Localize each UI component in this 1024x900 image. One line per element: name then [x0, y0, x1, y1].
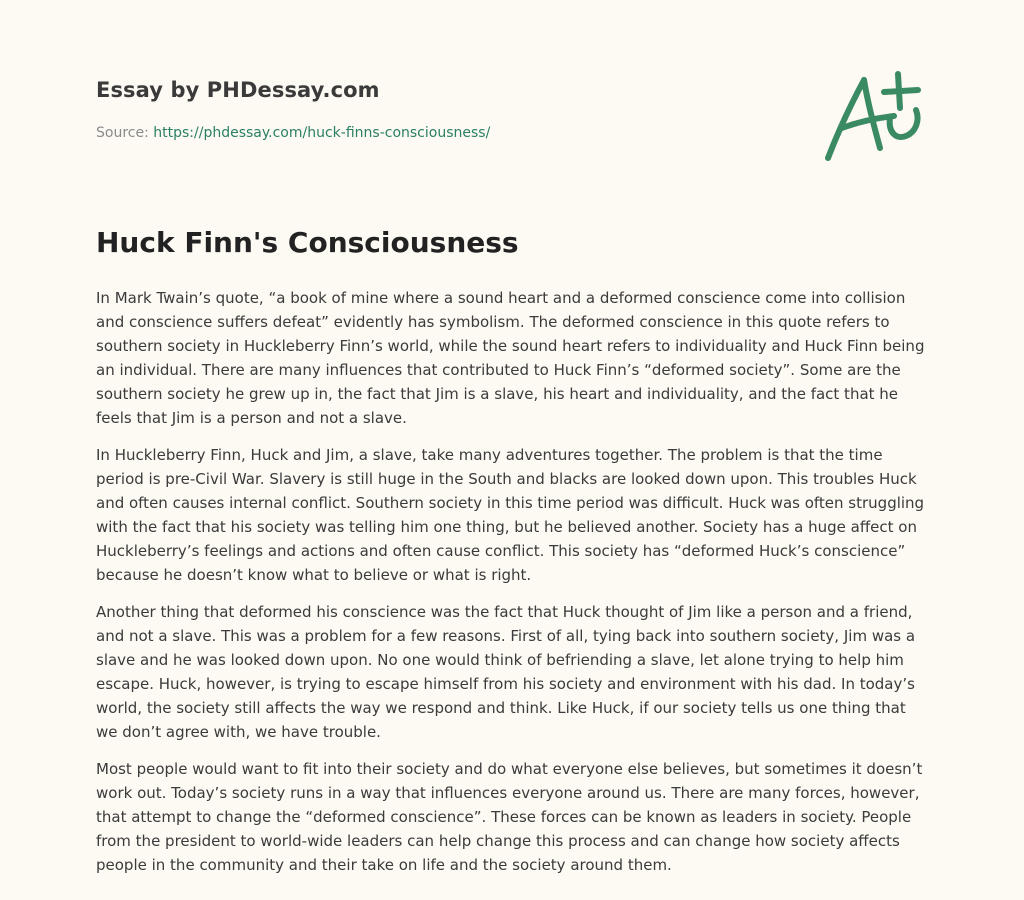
source-link[interactable]: https://phdessay.com/huck-finns-consciousness/	[153, 125, 491, 141]
a-plus-grade-icon	[824, 68, 928, 164]
essay-paragraph-4: Most people would want to fit into their society and do what everyone else believes, but sometimes it doesn’t work out. Today’s society runs in a way that influences everyone around us. There are many forces, however, that attempt to change the “deformed conscience”. These forces can be known as leaders in society. People from the president to world-wide leaders can help change this process and can change how society affects people in the community and their take on life and the society around them.	[96, 760, 923, 874]
essay-body	[96, 286, 928, 890]
essay-paragraph-3: Another thing that deformed his conscience was the fact that Huck thought of Jim like a person and a friend, and not a slave. This was a problem for a few reasons. First of all, tying back into southern society, Jim was a slave and he was looked down upon. No one would think of befriending a slave, let alone trying to help him escape. Huck, however, is trying to escape himself from his society and environment with his dad. In today’s world, the society still affects the way we respond and think. Like Huck, if our society tells us one thing that we don’t agree with, we have trouble.	[96, 603, 916, 741]
essay-title: Huck Finn's Consciousness	[96, 226, 519, 259]
essay-paragraph-1: In Mark Twain’s quote, “a book of mine where a sound heart and a deformed conscience come into collision and conscience suffers defeat” evidently has symbolism. The deformed conscience in this quote refers to southern society in Huckleberry Finn’s world, while the sound heart refers to individuality and Huck Finn being an individual. There are many influences that contributed to Huck Finn’s “deformed society”. Some are the southern society he grew up in, the fact that Jim is a slave, his heart and individuality, and the fact that he feels that Jim is a person and not a slave.	[96, 289, 925, 427]
brand-title: Essay by PHDessay.com	[96, 78, 380, 102]
source-label: Source:	[96, 125, 149, 141]
source-line	[96, 125, 490, 141]
essay-paragraph-2: In Huckleberry Finn, Huck and Jim, a slave, take many adventures together. The problem is that the time period is pre-Civil War. Slavery is still huge in the South and blacks are looked down upon. This troubles Huck and often causes internal conflict. Southern society in this time period was difficult. Huck was often struggling with the fact that his society was telling him one thing, but he believed another. Society has a huge affect on Huckleberry’s feelings and actions and often cause conflict. This society has “deformed Huck’s conscience” because he doesn’t know what to believe or what is right.	[96, 446, 925, 584]
